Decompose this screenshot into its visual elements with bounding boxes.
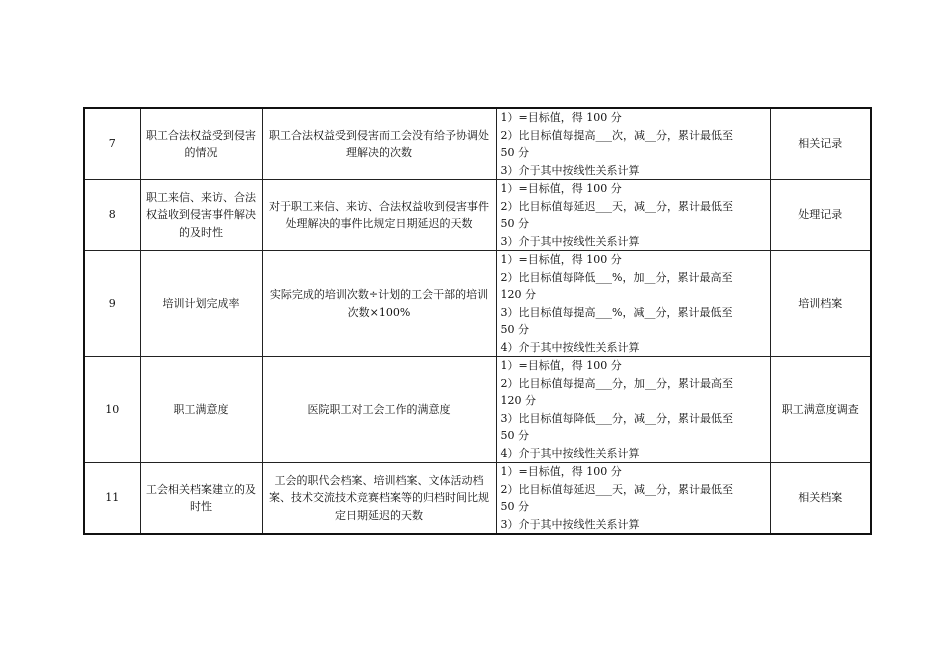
scoring-rules <box>496 251 770 357</box>
rule-line: 3）介于其中按线性关系计算 <box>500 163 640 177</box>
rule-line: 2）比目标值每降低___%，加__分，累计最高至 <box>500 270 733 284</box>
rule-line: 3）介于其中按线性关系计算 <box>500 517 640 531</box>
table-row <box>84 180 871 251</box>
table-row <box>84 108 871 180</box>
indicator-name: 职工满意度 <box>140 357 262 463</box>
rule-line: 4）介于其中按线性关系计算 <box>500 446 640 460</box>
row-number: 10 <box>84 357 140 463</box>
indicator-name: 培训计划完成率 <box>140 251 262 357</box>
rule-line: 2）比目标值每提高___次，减__分，累计最低至 <box>500 128 733 142</box>
rule-line: 1）=目标值，得 100 分 <box>500 182 622 195</box>
rule-line: 1）=目标值，得 100 分 <box>500 253 622 266</box>
table-row <box>84 463 871 535</box>
row-number: 8 <box>84 180 140 251</box>
data-source: 职工满意度调查 <box>770 357 871 463</box>
row-number: 9 <box>84 251 140 357</box>
kpi-table <box>83 107 872 535</box>
rule-line: 1）=目标值，得 100 分 <box>500 465 622 478</box>
rule-line: 2）比目标值每延迟___天，减__分，累计最低至 <box>500 482 733 496</box>
rule-line: 50 分 <box>500 217 529 230</box>
scoring-rules <box>496 463 770 535</box>
rule-line: 3）比目标值每降低___分，减__分，累计最低至 <box>500 411 733 425</box>
data-source: 处理记录 <box>770 180 871 251</box>
indicator-name: 职工合法权益受到侵害的情况 <box>140 108 262 180</box>
data-source: 相关记录 <box>770 108 871 180</box>
rule-line: 50 分 <box>500 429 529 442</box>
rule-line: 4）介于其中按线性关系计算 <box>500 340 640 354</box>
scoring-rules <box>496 357 770 463</box>
rule-line: 50 分 <box>500 323 529 336</box>
rule-line: 2）比目标值每延迟___天，减__分，累计最低至 <box>500 199 733 213</box>
row-number: 7 <box>84 108 140 180</box>
row-number: 11 <box>84 463 140 535</box>
data-source: 相关档案 <box>770 463 871 535</box>
rule-line: 1）=目标值，得 100 分 <box>500 111 622 124</box>
scoring-rules <box>496 180 770 251</box>
rule-line: 2）比目标值每提高___分，加__分，累计最高至 <box>500 376 733 390</box>
indicator-definition: 职工合法权益受到侵害而工会没有给予协调处理解决的次数 <box>262 108 496 180</box>
rule-line: 120 分 <box>500 394 536 407</box>
rule-line: 50 分 <box>500 146 529 159</box>
indicator-definition: 医院职工对工会工作的满意度 <box>262 357 496 463</box>
rule-line: 3）比目标值每提高___%，减__分，累计最低至 <box>500 305 733 319</box>
indicator-definition: 实际完成的培训次数÷计划的工会干部的培训次数×100% <box>262 251 496 357</box>
rule-line: 120 分 <box>500 288 536 301</box>
kpi-table-page <box>83 107 870 535</box>
table-row <box>84 357 871 463</box>
data-source: 培训档案 <box>770 251 871 357</box>
indicator-definition: 对于职工来信、来访、合法权益收到侵害事件处理解决的事件比规定日期延迟的天数 <box>262 180 496 251</box>
table-row <box>84 251 871 357</box>
scoring-rules <box>496 108 770 180</box>
indicator-name: 职工来信、来访、合法权益收到侵害事件解决的及时性 <box>140 180 262 251</box>
rule-line: 1）=目标值，得 100 分 <box>500 359 622 372</box>
indicator-definition: 工会的职代会档案、培训档案、文体活动档案、技术交流技术竞赛档案等的归档时间比规定日期延迟的天数 <box>262 463 496 535</box>
indicator-name: 工会相关档案建立的及时性 <box>140 463 262 535</box>
rule-line: 3）介于其中按线性关系计算 <box>500 234 640 248</box>
rule-line: 50 分 <box>500 500 529 513</box>
